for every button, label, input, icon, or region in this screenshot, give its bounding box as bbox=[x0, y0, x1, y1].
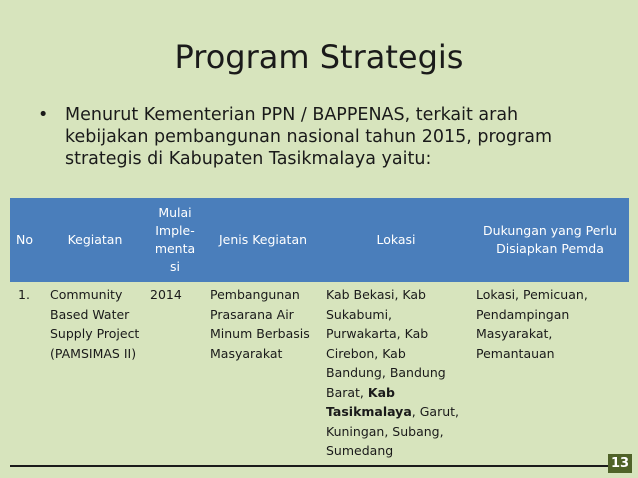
bullet-text: Menurut Kementerian PPN / BAPPENAS, terkait arah kebijakan pembangunan nasional tahun 2015, program strategis di Kabupaten Tasikmalaya yaitu: bbox=[65, 105, 553, 169]
slide-title: Program Strategis bbox=[174, 38, 464, 76]
table-row bbox=[10, 282, 629, 466]
header-mulai bbox=[145, 198, 205, 282]
cell-jenis: Pembangunan Prasarana Air Minum Berbasis Masyarakat bbox=[205, 282, 321, 466]
header-kegiatan: Kegiatan bbox=[45, 198, 145, 282]
page-number-badge: 13 bbox=[608, 454, 632, 473]
table-header-row bbox=[10, 198, 629, 282]
header-no: No bbox=[10, 198, 45, 282]
header-mulai-line: si bbox=[170, 259, 180, 274]
header-dukungan: Dukungan yang Perlu Disiapkan Pemda bbox=[471, 198, 629, 282]
header-jenis: Jenis Kegiatan bbox=[205, 198, 321, 282]
cell-dukungan: Lokasi, Pemicuan, Pendampingan Masyarakat, Pemantauan bbox=[471, 282, 629, 466]
bullet-dot-icon: • bbox=[38, 105, 49, 125]
header-mulai-line: Imple- bbox=[155, 223, 195, 238]
cell-lokasi bbox=[321, 282, 471, 466]
cell-no: 1. bbox=[10, 282, 45, 466]
lokasi-text: Kab Bekasi, Kab Sukabumi, Purwakarta, Kab Cirebon, Kab Bandung, Bandung Barat, bbox=[326, 287, 446, 400]
program-table bbox=[10, 198, 629, 467]
cell-mulai: 2014 bbox=[145, 282, 205, 466]
cell-kegiatan: Community Based Water Supply Project (PAMSIMAS II) bbox=[45, 282, 145, 466]
lokasi-highlight: Kab Tasikmalaya bbox=[326, 384, 412, 419]
lokasi-text-end: , Garut, Kuningan, Subang, Sumedang bbox=[326, 404, 460, 458]
header-mulai-line: Mulai bbox=[158, 205, 192, 220]
header-lokasi: Lokasi bbox=[321, 198, 471, 282]
header-mulai-line: menta bbox=[154, 241, 196, 256]
